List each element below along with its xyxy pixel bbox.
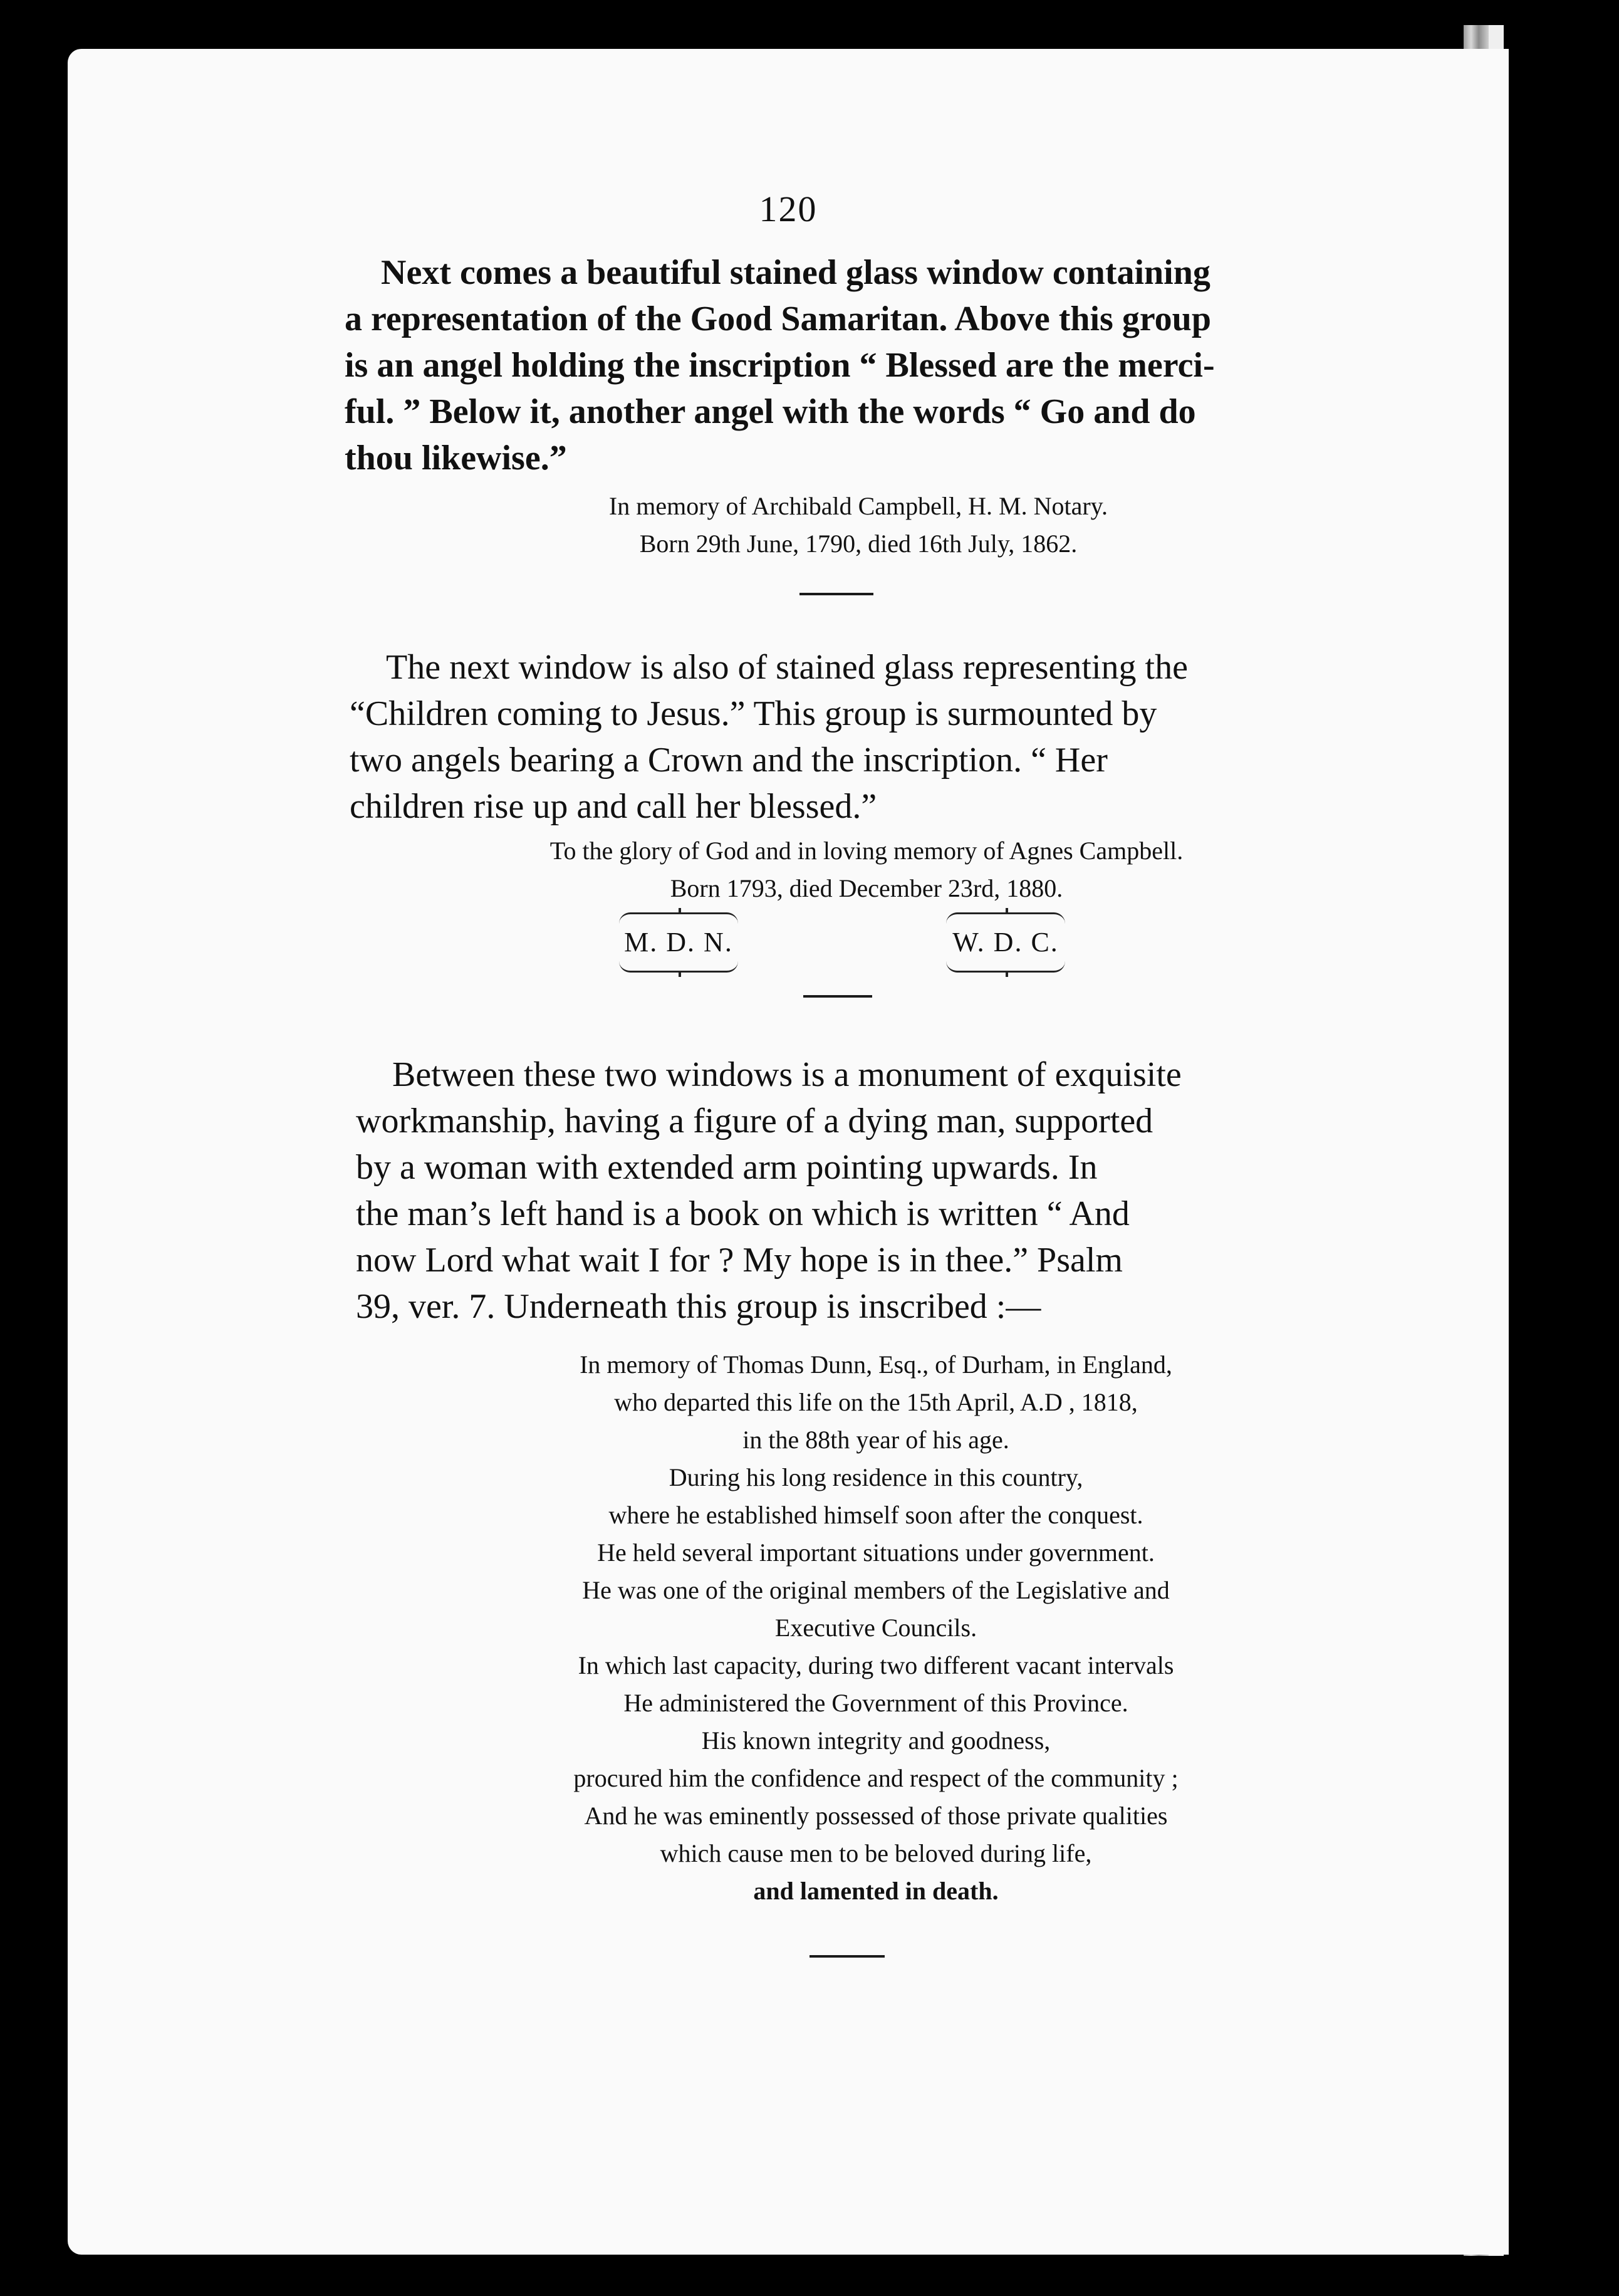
paragraph-good-samaritan [345,249,1372,481]
inscription-line: In memory of Archibald Campbell, H. M. Notary. [608,492,1108,520]
paragraph-line: a representation of the Good Samaritan. Above this group [345,300,1211,338]
inscription-thomas-dunn [356,1346,1396,1910]
paragraph-line: Between these two windows is a monument of exquisite [392,1055,1182,1094]
book-page [68,49,1509,2255]
section-divider [803,995,872,998]
inscription-line: To the glory of God and in loving memory of Agnes Campbell. [549,837,1184,865]
inscription-line: Executive Councils. [774,1614,977,1642]
inscription-campbell-agnes [350,832,1383,907]
inscription-line: And he was eminently possessed of those private qualities [584,1802,1168,1830]
inscription-campbell-archibald [345,488,1372,563]
paragraph-line: Next comes a beautiful stained glass window containing [381,253,1210,292]
section-divider [810,1955,885,1958]
paragraph-children-window [350,644,1383,830]
page-number: 120 [759,189,818,229]
section-divider [799,593,873,595]
inscription-line: He administered the Government of this Province. [623,1689,1128,1717]
initials-right: W. D. C. [946,912,1065,973]
inscription-line: During his long residence in this country, [669,1463,1083,1491]
inscription-line: Born 1793, died December 23rd, 1880. [670,874,1063,902]
initials-left: M. D. N. [619,912,738,973]
inscription-line: and lamented in death. [753,1877,999,1905]
inscription-line: in the 88th year of his age. [742,1426,1009,1454]
paragraph-line: workmanship, having a figure of a dying man, supported [356,1102,1153,1140]
paragraph-line: children rise up and call her blessed.” [350,787,877,826]
inscription-line: who departed this life on the 15th April, A.D , 1818, [614,1388,1138,1416]
paragraph-line: by a woman with extended arm pointing upwards. In [356,1148,1098,1187]
inscription-line: which cause men to be beloved during life, [660,1839,1092,1867]
inscription-line: procured him the confidence and respect of the community ; [573,1764,1179,1792]
paragraph-line: now Lord what wait I for ? My hope is in thee.” Psalm [356,1241,1123,1280]
paragraph-line: “Children coming to Jesus.” This group is surmounted by [350,694,1157,733]
paragraph-line: 39, ver. 7. Underneath this group is inscribed :— [356,1287,1041,1326]
paragraph-line: The next window is also of stained glass representing the [386,648,1188,687]
paragraph-monument [356,1051,1396,1330]
inscription-line: In which last capacity, during two different vacant intervals [578,1651,1174,1679]
inscription-line: In memory of Thomas Dunn, Esq., of Durham, in England, [580,1350,1172,1379]
inscription-line: His known integrity and goodness, [701,1726,1051,1755]
inscription-line: where he established himself soon after the conquest. [608,1501,1143,1529]
inscription-line: He held several important situations under government. [597,1538,1155,1567]
paragraph-line: thou likewise.” [345,439,567,477]
paragraph-line: two angels bearing a Crown and the inscription. “ Her [350,741,1108,780]
paragraph-line: ful. ” Below it, another angel with the words “ Go and do [345,392,1196,431]
paragraph-line: is an angel holding the inscription “ Blessed are the merci- [345,346,1215,385]
inscription-line: He was one of the original members of the Legislative and [582,1576,1170,1604]
inscription-line: Born 29th June, 1790, died 16th July, 1862. [639,530,1078,558]
paragraph-line: the man’s left hand is a book on which is written “ And [356,1194,1130,1233]
